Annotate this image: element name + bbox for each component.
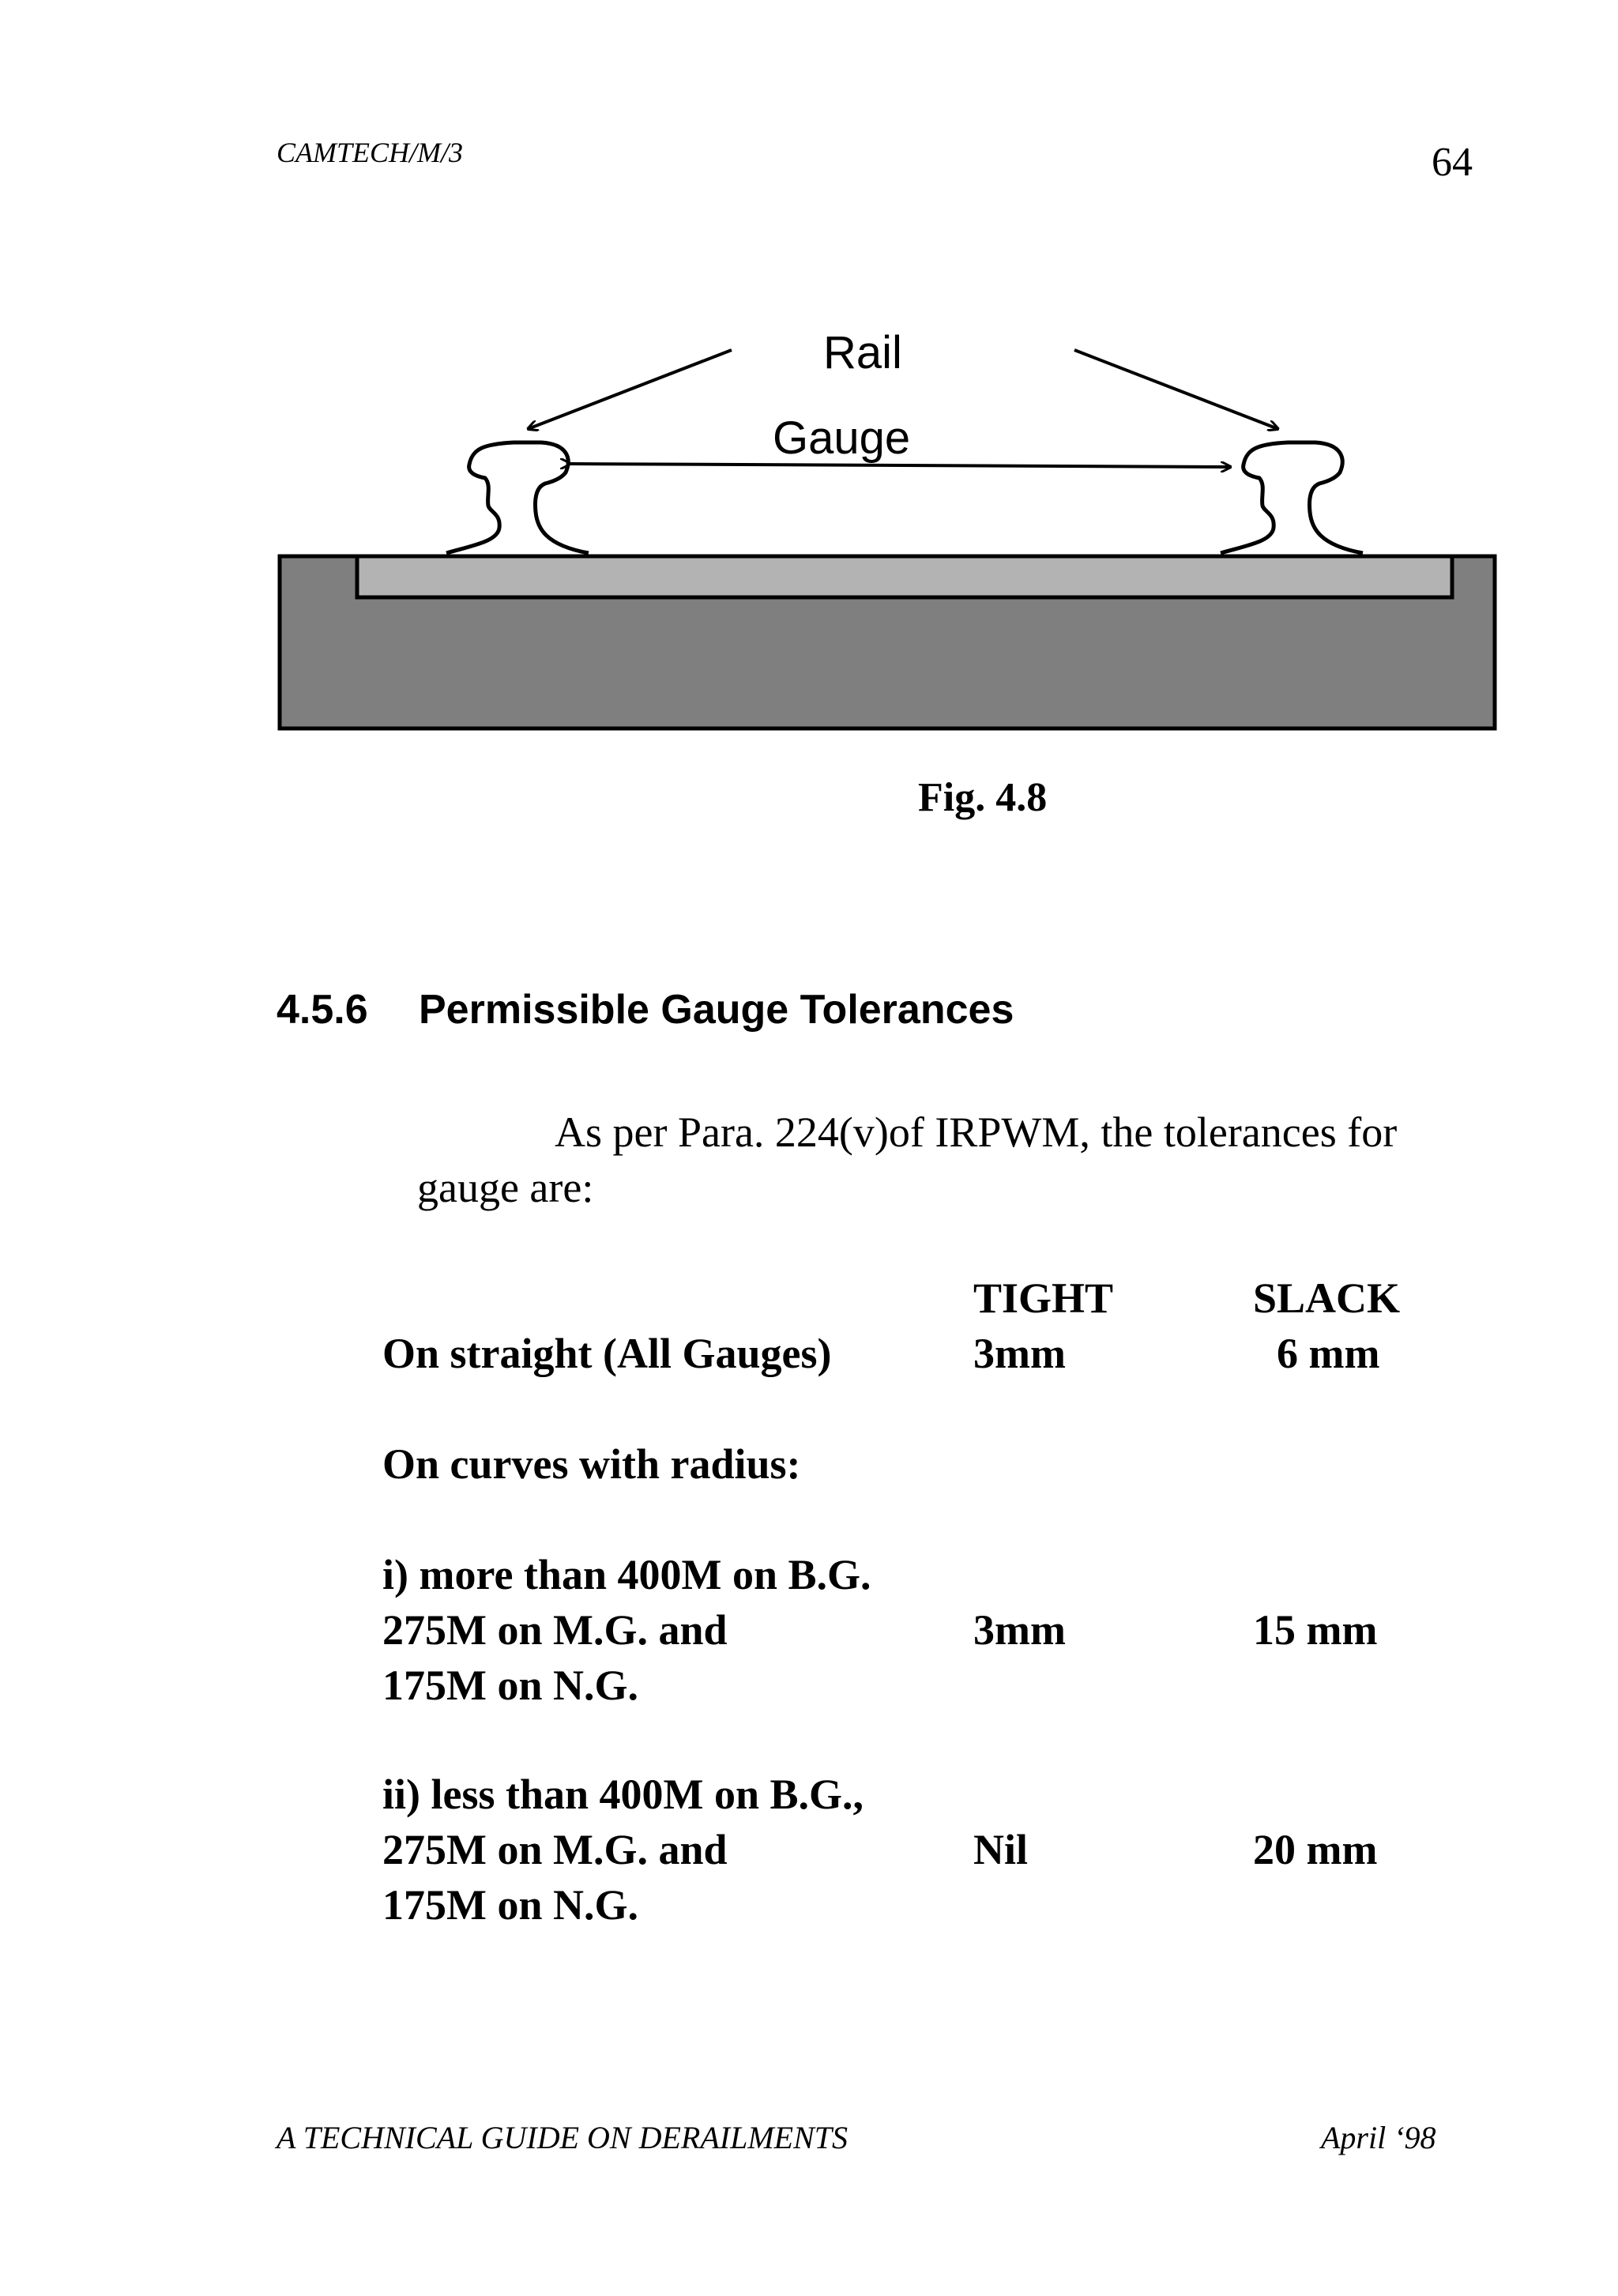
- row-label: 275M on M.G. and: [382, 1826, 728, 1873]
- left-rail: [446, 442, 589, 553]
- column-header-slack: SLACK: [1253, 1274, 1401, 1322]
- rail-label: Rail: [823, 327, 902, 378]
- row-label: On curves with radius:: [382, 1440, 801, 1488]
- row-slack-value: 15 mm: [1253, 1606, 1378, 1654]
- rail-arrow-right: [1074, 350, 1278, 429]
- rail-gauge-figure: [0, 0, 1618, 790]
- figure-caption: Fig. 4.8: [918, 775, 1048, 820]
- gauge-arrow: [570, 464, 1231, 467]
- row-label: 175M on N.G.: [382, 1662, 638, 1709]
- footer-title: A TECHNICAL GUIDE ON DERAILMENTS: [277, 2120, 849, 2155]
- base-plate: [357, 556, 1452, 597]
- intro-line-2: gauge are:: [417, 1164, 594, 1211]
- row-tight-value: 3mm: [973, 1330, 1066, 1377]
- row-label: i) more than 400M on B.G.: [382, 1551, 871, 1598]
- rail-arrow-left: [528, 350, 732, 429]
- intro-line-1: As per Para. 224(v)of IRPWM, the tolerances for: [555, 1108, 1398, 1156]
- intro-paragraph: [417, 1105, 1484, 1215]
- row-slack-value: 6 mm: [1277, 1330, 1380, 1377]
- footer-date: April ‘98: [1321, 2120, 1436, 2155]
- row-tight-value: 3mm: [973, 1606, 1066, 1654]
- section-number: 4.5.6: [277, 987, 368, 1033]
- right-rail: [1221, 442, 1363, 553]
- row-slack-value: 20 mm: [1253, 1826, 1378, 1873]
- row-label: 275M on M.G. and: [382, 1606, 728, 1654]
- row-label: On straight (All Gauges): [382, 1330, 832, 1377]
- row-label: 175M on N.G.: [382, 1881, 638, 1929]
- document-code: CAMTECH/M/3: [277, 137, 464, 168]
- section-heading: [277, 986, 1014, 1033]
- column-header-tight: TIGHT: [973, 1274, 1114, 1322]
- page-number: 64: [1432, 140, 1473, 185]
- section-title: Permissible Gauge Tolerances: [419, 987, 1014, 1033]
- gauge-label: Gauge: [773, 412, 911, 464]
- row-label: ii) less than 400M on B.G.,: [382, 1771, 864, 1818]
- row-tight-value: Nil: [973, 1826, 1029, 1873]
